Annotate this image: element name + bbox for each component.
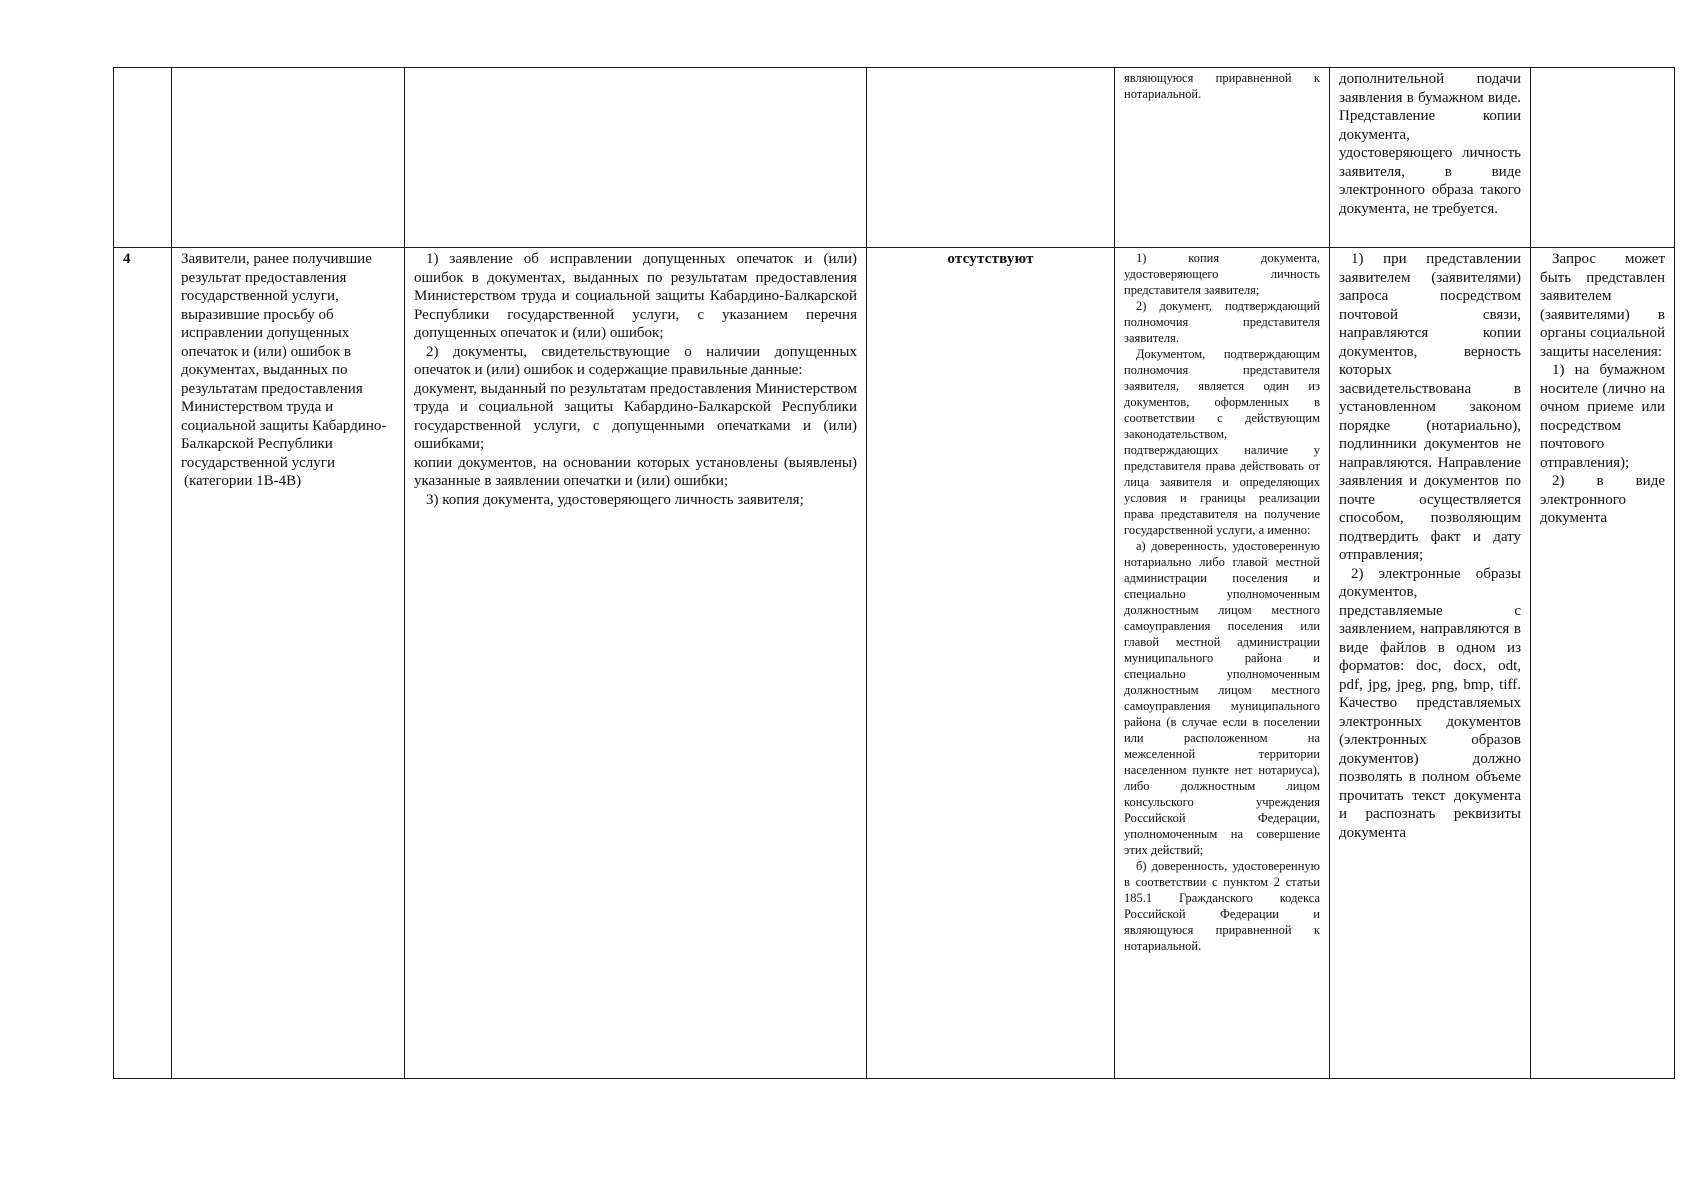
- representative-authority-text: Документом, подтверждающим полномочия представителя заявителя, является один из документов, оформленных в соответствии с действующим законодательством, подтверждающих наличие у представителя права действовать от лица заявителя и определяющих условия и границы реализации права представителя на получение государственной услуги, а именно:: [1124, 347, 1320, 537]
- representative-item-b: б) доверенность, удостоверенную в соответствии с пунктом 2 статьи 185.1 Гражданского кодекса Российской Федерации и являющуюся приравненной к нотариальной.: [1124, 859, 1320, 953]
- submission-item-2: 2) электронные образы документов, представляемые с заявлением, направляются в виде файлов в одном из форматов: doc, docx, odt, pdf, jpg, jpeg, png, bmp, tiff. Качество представляемых электронных документов (электронных образов документов) должно позволять в полном объеме прочитать текст документа и распознать реквизиты документа: [1339, 565, 1521, 841]
- cell-col4: [867, 248, 1115, 1079]
- cell-documents-empty: [405, 68, 867, 248]
- cell-request: [1531, 248, 1675, 1079]
- request-intro: Запрос может быть представлен заявителем (заявителями) в органы социальной защиты населения:: [1540, 251, 1665, 360]
- applicants-description: Заявители, ранее получившие результат предоставления государственной услуги, выразившие просьбу об исправлении допущенных опечаток и (или) ошибок в документах, выданных по результатам предоставления Министерством труда и социальной защиты Кабардино-Балкарской Республики государственной услуги: [181, 251, 387, 471]
- document-item-1: 1) заявление об исправлении допущенных опечаток и (или) ошибок в документах, выданных по результатам предоставления Министерством труда и социальной защиты Кабардино-Балкарской Республики государственной услуги, с указанием перечня допущенных опечаток и (или) ошибок;: [414, 251, 857, 341]
- applicants-categories: (категории 1В-4В): [184, 473, 302, 489]
- document-item-3: 3) копия документа, удостоверяющего личность заявителя;: [426, 491, 804, 508]
- representative-item-1: 1) копия документа, удостоверяющего личность представителя заявителя;: [1124, 251, 1320, 297]
- cell-applicants-empty: [172, 68, 405, 248]
- cell-col4-empty: [867, 68, 1115, 248]
- cell-representative-continuation: [1115, 68, 1330, 248]
- document-item-2: 2) документы, свидетельствующие о наличии допущенных опечаток и (или) ошибок и содержащие правильные данные:: [414, 343, 857, 378]
- documents-table: [113, 67, 1675, 1079]
- cell-representative: [1115, 248, 1330, 1079]
- document-item-2b: копии документов, на основании которых установлены (выявлены) указанные в заявлении опечатки и (или) ошибки;: [414, 454, 857, 489]
- representative-continuation-text: являющуюся приравненной к нотариальной.: [1124, 71, 1320, 101]
- submission-item-1: 1) при представлении заявителем (заявителями) запроса посредством почтовой связи, направляются копии документов, верность которых засвидетельствована в установленном законом порядке (нотариально), подлинники документов не направляются. Направление заявления и документов по почте осуществляется способом, позволяющим подтвердить факт и дату отправления;: [1339, 251, 1521, 563]
- request-item-1: 1) на бумажном носителе (лично на очном приеме или посредством почтового отправления);: [1540, 362, 1665, 471]
- cell-number-empty: [114, 68, 172, 248]
- cell-request-empty: [1531, 68, 1675, 248]
- row-number: 4: [114, 248, 172, 1079]
- submission-continuation-text: дополнительной подачи заявления в бумажном виде. Представление копии документа, удостоверяющего личность заявителя, в виде электронного образа такого документа, не требуется.: [1339, 71, 1521, 217]
- cell-submission-continuation: [1330, 68, 1531, 248]
- representative-item-2: 2) документ, подтверждающий полномочия представителя заявителя.: [1124, 299, 1320, 345]
- cell-submission: [1330, 248, 1531, 1079]
- table-row-4: [114, 248, 1675, 1079]
- document-item-2a: документ, выданный по результатам предоставления Министерством труда и социальной защиты Кабардино-Балкарской Республики государственной услуги, с допущенными опечатками и (или) ошибками;: [414, 380, 857, 452]
- cell-applicants: [172, 248, 405, 1079]
- table-row-continuation: [114, 68, 1675, 248]
- cell-documents: [405, 248, 867, 1079]
- representative-item-a: а) доверенность, удостоверенную нотариально либо главой местной администрации поселения и специально уполномоченным должностным лицом местного самоуправления поселения или главой местной администрации муниципального района и специально уполномоченным должностным лицом местного самоуправления муниципального района (в случае если в поселении или расположенном на межселенной территории населенном пункте нет нотариуса), либо должностным лицом консульского учреждения Российской Федерации, уполномоченным на совершение этих действий;: [1124, 539, 1320, 857]
- request-item-2: 2) в виде электронного документа: [1540, 473, 1665, 526]
- col4-absent-label: отсутствуют: [947, 251, 1034, 267]
